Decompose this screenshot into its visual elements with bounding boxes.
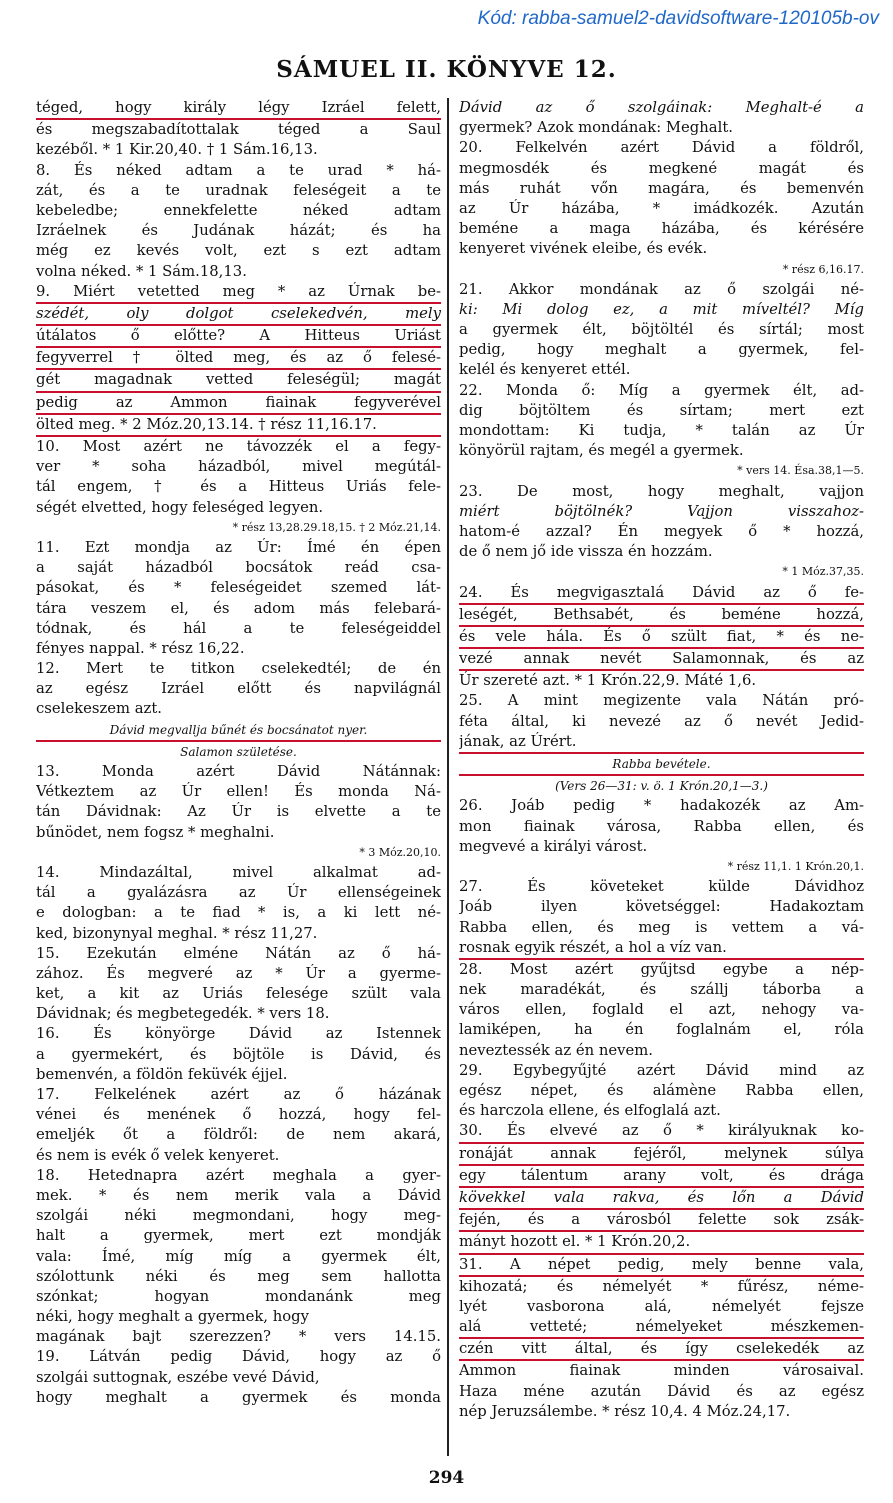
text-line: 16. És könyörge Dávid az Istennek bbox=[36, 1025, 441, 1043]
text-line: rosnak egyik részét, a hol a víz van. bbox=[459, 938, 864, 960]
text-line: vala: Ímé, míg míg a gyermek élt, bbox=[36, 1247, 441, 1265]
text-line: pedig az Ammon fiainak fegyverével bbox=[36, 393, 441, 415]
text-line: szédét, oly dolgot cselekedvén, mely bbox=[36, 304, 441, 326]
text-line: vezé annak nevét Salamonnak, és az bbox=[459, 649, 864, 671]
text-line: mondottam: Ki tudja, * talán az Úr bbox=[459, 422, 864, 439]
text-line: szónkat; hogyan mondanánk meg bbox=[36, 1287, 441, 1305]
text-line: ket, a kit az Uriás felesége szült vala bbox=[36, 985, 441, 1003]
text-line: 21. Akkor mondának az ő szolgái né- bbox=[459, 280, 864, 298]
text-line: Úr szereté azt. * 1 Krón.22,9. Máté 1,6. bbox=[459, 672, 757, 690]
text-line: Ammon fiainak minden városaival. bbox=[459, 1362, 864, 1380]
text-line: szolgái néki megmondani, hogy meg- bbox=[36, 1207, 441, 1225]
text-line: az Úr házába, * imádkozék. Azután bbox=[459, 199, 864, 217]
text-line: Rabba ellen, és meg is vettem a vá- bbox=[459, 918, 864, 936]
text-line: ked, bizonynyal meghal. * rész 11,27. bbox=[36, 924, 318, 942]
text-line: * rész 6,16.17. bbox=[782, 262, 864, 276]
text-line: Izráelnek és Judának házát; és ha bbox=[36, 222, 441, 240]
text-line: ölted meg. * 2 Móz.20,13.14. † rész 11,16.17. bbox=[36, 415, 441, 437]
text-line: kenyeret vivének eleibe, és evék. bbox=[459, 240, 708, 258]
text-line: neveztessék az én nevem. bbox=[459, 1041, 653, 1059]
text-line: czén vitt által, és így cselekedék az bbox=[459, 1339, 864, 1361]
text-line: (Vers 26—31: v. ö. 1 Krón.20,1—3.) bbox=[555, 779, 768, 794]
text-line: hatom-é azzal? Én megyek ő * hozzá, bbox=[459, 522, 864, 540]
text-line: 11. Ezt mondja az Úr: Ímé én épen bbox=[36, 538, 441, 556]
text-line: zához. És megveré az * Úr a gyerme- bbox=[36, 964, 441, 982]
text-line: kelél és kenyeret ettél. bbox=[459, 361, 631, 379]
text-line: nek maradékát, és szállj táborba a bbox=[459, 981, 864, 999]
text-line: cselekeszem azt. bbox=[36, 700, 162, 718]
text-line: szólottunk néki és meg sem hallotta bbox=[36, 1267, 441, 1285]
text-line: Dávid megvallja bűnét és bocsánatot nyer. bbox=[36, 720, 441, 742]
text-line: tán Dávidnak: Az Úr is elvette a te bbox=[36, 803, 441, 821]
text-line: 9. Miért vetetted meg * az Úrnak be- bbox=[36, 282, 441, 304]
text-line: pedig, hogy meghalt a gyermek, fel- bbox=[459, 341, 864, 359]
text-line: 18. Hetednapra azért meghala a gyer- bbox=[36, 1166, 441, 1184]
text-line: egész népet, és alámène Rabba ellen, bbox=[459, 1082, 864, 1099]
text-line: Joáb ilyen követséggel: Hadakoztam bbox=[459, 898, 864, 916]
text-line: Dávidnak; és megbetegedék. * vers 18. bbox=[36, 1005, 330, 1023]
text-line: tál a gyalázásra az Úr ellenségeinek bbox=[36, 884, 441, 902]
text-line: leségét, Bethsabét, és beméne hozzá, bbox=[459, 605, 864, 627]
text-line: tál engem, † és a Hitteus Uriás fele- bbox=[36, 478, 441, 496]
text-line: 27. És követeket külde Dávidhoz bbox=[459, 878, 864, 896]
text-line: 20. Felkelvén azért Dávid a földről, bbox=[459, 139, 864, 157]
text-line: halt a gyermek, mert ezt mondják bbox=[36, 1227, 441, 1245]
text-line: * 3 Móz.20,10. bbox=[359, 845, 441, 859]
text-line: de ő nem jő ide vissza én hozzám. bbox=[459, 543, 713, 561]
text-line: téged, hogy király légy Izráel felett, bbox=[36, 98, 441, 120]
text-line: még ez kevés volt, ezt s ezt adtam bbox=[36, 242, 441, 260]
text-line: Dávid az ő szolgáinak: Meghalt-é a bbox=[459, 99, 864, 116]
text-line: nép Jeruzsálembe. * rész 10,4. 4 Móz.24,17. bbox=[459, 1402, 791, 1420]
text-line: magának bajt szerezzen? * vers 14.15. bbox=[36, 1328, 441, 1346]
text-line: 28. Most azért gyűjtsd egybe a nép- bbox=[459, 960, 864, 978]
text-line: útálatos ő előtte? A Hitteus Uriást bbox=[36, 326, 441, 348]
text-line: 29. Egybegyűjté azért Dávid mind az bbox=[459, 1061, 864, 1079]
text-line: 17. Felkelének azért az ő házának bbox=[36, 1086, 441, 1103]
left-column bbox=[36, 98, 441, 1408]
text-line: ki: Mi dolog ez, a mit míveltél? Míg bbox=[459, 300, 864, 318]
text-line: pásokat, és * feleségeidet szemed lát- bbox=[36, 579, 441, 597]
text-line: * rész 11,1. 1 Krón.20,1. bbox=[727, 859, 864, 873]
text-line: volna néked. * 1 Sám.18,13. bbox=[36, 262, 247, 280]
text-line: 12. Mert te titkon cselekedtél; de én bbox=[36, 660, 441, 678]
text-line: Rabba bevétele. bbox=[459, 754, 864, 776]
text-line: zát, és a te uradnak feleségeit a te bbox=[36, 181, 441, 199]
text-line: az egész Izráel előtt és napvilágnál bbox=[36, 680, 441, 698]
column-divider bbox=[447, 98, 449, 1456]
text-line: kövekkel vala rakva, és lőn a Dávid bbox=[459, 1188, 864, 1210]
text-line: megmosdék és megkené magát és bbox=[459, 159, 864, 177]
text-line: lyét vasborona alá, némelyét fejsze bbox=[459, 1297, 864, 1315]
text-line: ségét elvetted, hogy feleséged legyen. bbox=[36, 498, 324, 516]
text-line: mek. * és nem merik vala a Dávid bbox=[36, 1186, 441, 1204]
page-title: SÁMUEL II. KÖNYVE 12. bbox=[276, 56, 617, 83]
text-line: 24. És megvigasztalá Dávid az ő fe- bbox=[459, 583, 864, 605]
text-line: bemenvén, a földön feküvék éjjel. bbox=[36, 1065, 288, 1083]
text-line: egy tálentum arany volt, és drága bbox=[459, 1166, 864, 1188]
text-line: hogy meghalt a gyermek és monda bbox=[36, 1388, 441, 1406]
text-line: tára veszem el, és adom más felebará- bbox=[36, 599, 441, 617]
text-line: emeljék őt a földről: de nem akará, bbox=[36, 1126, 441, 1144]
text-line: 30. És elvevé az ő * királyuknak ko- bbox=[459, 1121, 864, 1143]
text-line: mon fiainak városa, Rabba ellen, és bbox=[459, 817, 864, 835]
text-line: a gyermek élt, böjtöltél és sírtál; most bbox=[459, 321, 864, 339]
text-line: más ruhát vőn magára, és bemenvén bbox=[459, 179, 864, 197]
document-code: Kód: rabba-samuel2-davidsoftware-120105b-ov bbox=[477, 8, 879, 29]
text-line: beméne a maga házába, és kérésére bbox=[459, 220, 864, 238]
text-line: gyermek? Azok mondának: Meghalt. bbox=[459, 119, 733, 137]
text-line: mányt hozott el. * 1 Krón.20,2. bbox=[459, 1232, 864, 1254]
text-line: miért böjtölnék? Vajjon visszahoz- bbox=[459, 502, 864, 520]
text-line: és nem is evék ő velek kenyeret. bbox=[36, 1146, 280, 1164]
text-line: 8. És néked adtam a te urad * há- bbox=[36, 161, 441, 179]
right-column bbox=[459, 98, 864, 1422]
text-line: vénei és menének ő hozzá, hogy fel- bbox=[36, 1106, 441, 1124]
text-line: város ellen, foglald el azt, nehogy va- bbox=[459, 1001, 864, 1019]
text-line: Vétkeztem az Úr ellen! És monda Ná- bbox=[36, 783, 441, 801]
text-line: a saját házadból bocsátok reád csa- bbox=[36, 559, 441, 577]
text-line: lamiképen, ha én foglalnám el, róla bbox=[459, 1021, 864, 1039]
text-line: 10. Most azért ne távozzék el a fegy- bbox=[36, 438, 441, 455]
text-line: ver * soha házadból, mivel megútál- bbox=[36, 458, 441, 476]
text-line: könyörül rajtam, és megél a gyermek. bbox=[459, 442, 744, 460]
text-line: a gyermekért, és böjtöle is Dávid, és bbox=[36, 1045, 441, 1063]
text-line: néki, hogy meghalt a gyermek, hogy bbox=[36, 1308, 309, 1326]
text-line: 23. De most, hogy meghalt, vajjon bbox=[459, 482, 864, 500]
text-line: dig böjtöltem és sírtam; mert ezt bbox=[459, 401, 864, 419]
text-line: alá vetteté; némelyeket mészkemen- bbox=[459, 1317, 864, 1339]
text-line: féta által, ki nevezé az ő nevét Jedid- bbox=[459, 712, 864, 730]
text-line: * vers 14. Ésa.38,1—5. bbox=[737, 464, 864, 478]
text-line: 13. Monda azért Dávid Nátánnak: bbox=[36, 763, 441, 780]
text-line: Salamon születése. bbox=[180, 744, 297, 759]
text-line: e dologban: a te fiad * is, a ki lett né- bbox=[36, 904, 441, 922]
page-number: 294 bbox=[428, 1468, 465, 1488]
text-line: 15. Ezekután elméne Nátán az ő há- bbox=[36, 944, 441, 962]
text-line: fényes nappal. * rész 16,22. bbox=[36, 639, 245, 657]
text-line: 22. Monda ő: Míg a gyermek élt, ad- bbox=[459, 381, 864, 399]
text-line: 31. A népet pedig, mely benne vala, bbox=[459, 1255, 864, 1277]
text-line: bűnödet, nem fogsz * meghalni. bbox=[36, 823, 275, 841]
text-line: fején, és a városból felette sok zsák- bbox=[459, 1210, 864, 1232]
text-line: * 1 Móz.37,35. bbox=[782, 565, 864, 579]
text-line: fegyverrel † ölted meg, és az ő felesé- bbox=[36, 348, 441, 370]
text-line: 19. Látván pedig Dávid, hogy az ő bbox=[36, 1348, 441, 1366]
text-line: kihozatá; és némelyét * fűrész, néme- bbox=[459, 1277, 864, 1295]
text-line: ronáját annak fejéről, melynek súlya bbox=[459, 1144, 864, 1166]
text-line: és harczola ellene, és elfoglalá azt. bbox=[459, 1102, 721, 1120]
text-line: jának, az Úrért. bbox=[459, 732, 864, 754]
text-line: és vele hála. És ő szült fiat, * és ne- bbox=[459, 627, 864, 649]
text-line: 25. A mint megizente vala Nátán pró- bbox=[459, 692, 864, 710]
text-line: tódnak, és hál a te feleségeiddel bbox=[36, 619, 441, 637]
text-line: 26. Joáb pedig * hadakozék az Am- bbox=[459, 797, 864, 815]
text-line: megvevé a királyi várost. bbox=[459, 837, 648, 855]
text-line: kezéből. * 1 Kir.20,40. † 1 Sám.16,13. bbox=[36, 141, 318, 159]
text-line: szolgái suttognak, eszébe vevé Dávid, bbox=[36, 1368, 320, 1386]
text-line: kebeledbe; ennekfelette néked adtam bbox=[36, 201, 441, 219]
text-line: gét magadnak vetted feleségül; magát bbox=[36, 370, 441, 392]
text-line: Haza méne azután Dávid és az egész bbox=[459, 1382, 864, 1400]
text-line: 14. Mindazáltal, mivel alkalmat ad- bbox=[36, 863, 441, 881]
text-line: * rész 13,28.29.18,15. † 2 Móz.21,14. bbox=[232, 520, 441, 534]
text-line: és megszabadítottalak téged a Saul bbox=[36, 121, 441, 139]
